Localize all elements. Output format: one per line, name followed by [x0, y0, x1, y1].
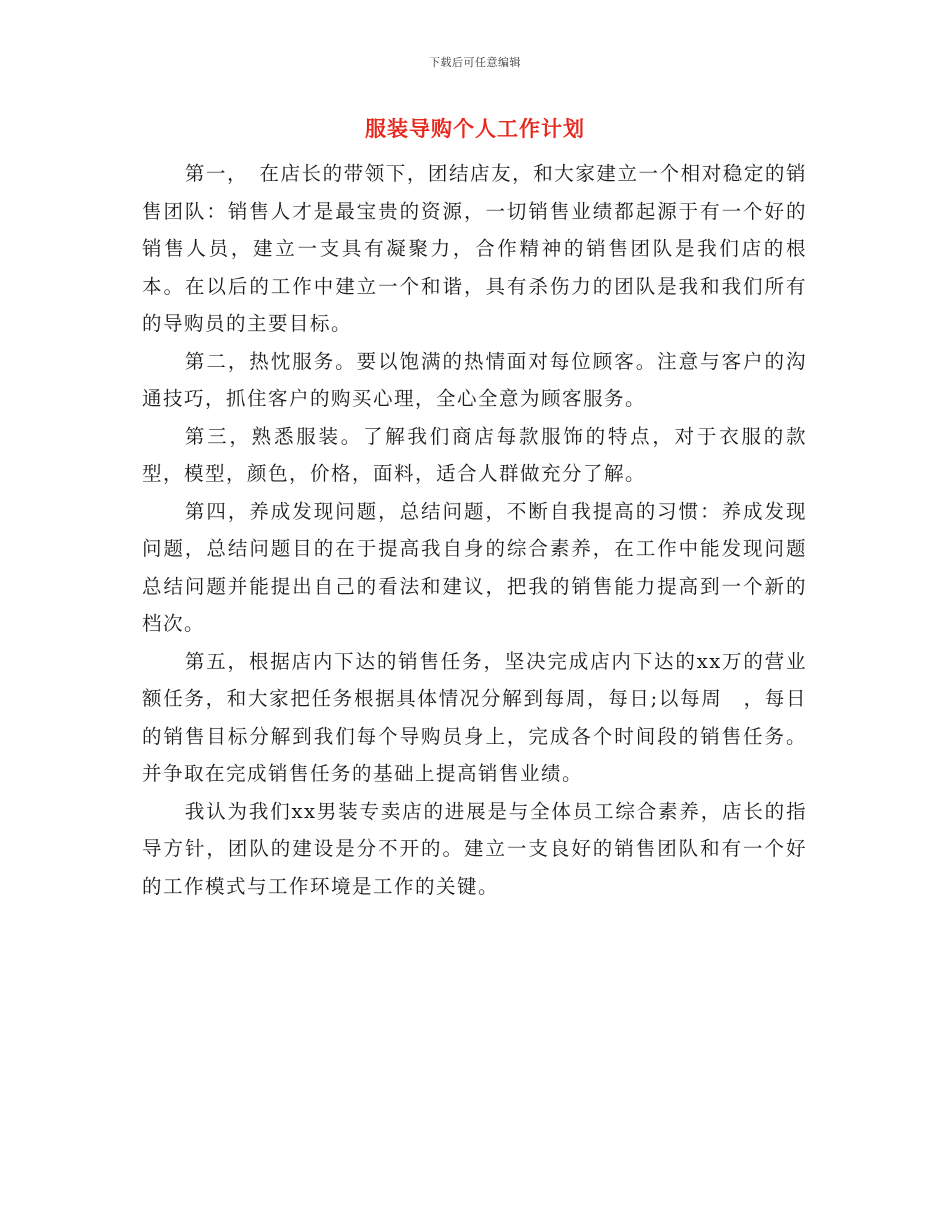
- paragraph-6: 我认为我们xx男装专卖店的进展是与全体员工综合素养，店长的指导方针，团队的建设是分不开的。建立一支良好的销售团队和有一个好的工作模式与工作环境是工作的关键。: [142, 799, 807, 898]
- document-title: 服装导购个人工作计划: [365, 117, 585, 141]
- paragraph-2: 第二，热忱服务。要以饱满的热情面对每位顾客。注意与客户的沟通技巧，抓住客户的购买心理，全心全意为顾客服务。: [142, 349, 807, 410]
- paragraph-3: 第三，熟悉服装。了解我们商店每款服饰的特点，对于衣服的款型，模型，颜色，价格，面料，适合人群做充分了解。: [142, 424, 807, 485]
- paragraph-5: 第五，根据店内下达的销售任务，坚决完成店内下达的xx万的营业额任务，和大家把任务根据具体情况分解到每周，每日;以每周 ，每日的销售目标分解到我们每个导购员身上，完成各个时间段的销售任务。并争取在完成销售任务的基础上提高销售业绩。: [142, 649, 807, 785]
- document-body: [142, 155, 807, 905]
- paragraph-4: 第四，养成发现问题，总结问题，不断自我提高的习惯：养成发现问题，总结问题目的在于提高我自身的综合素养，在工作中能发现问题总结问题并能提出自己的看法和建议，把我的销售能力提高到一个新的档次。: [142, 499, 807, 635]
- header-note: 下载后可任意编辑: [429, 56, 521, 69]
- paragraph-1: 第一， 在店长的带领下，团结店友，和大家建立一个相对稳定的销售团队：销售人才是最宝贵的资源，一切销售业绩都起源于有一个好的销售人员，建立一支具有凝聚力，合作精神的销售团队是我们店的根本。在以后的工作中建立一个和谐，具有杀伤力的团队是我和我们所有的导购员的主要目标。: [142, 162, 807, 335]
